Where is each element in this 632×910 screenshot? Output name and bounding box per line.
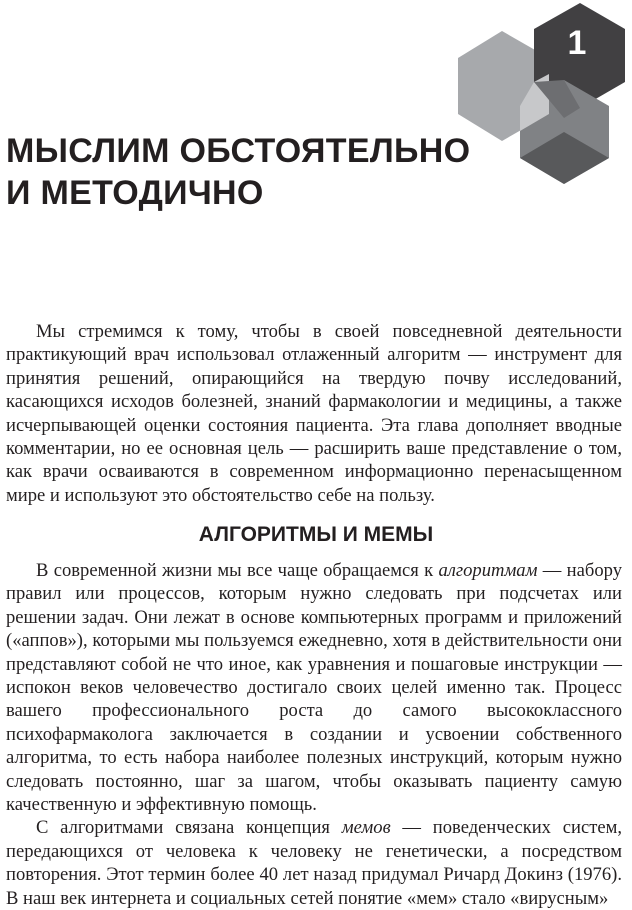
intro-block — [6, 320, 622, 507]
intro-paragraph: Мы стремимся к тому, чтобы в своей повседневной деятельности практикующий врач использовал отлаженный алгоритм — инструмент для принятия решений, опирающийся на твердую почву исследований, касающихся исходов болезней, знаний фармакологии и медицины, а также исчерпывающей оценки состояния пациента. Эта глава дополняет вводные комментарии, но ее основная цель — расширить ваше представление о том, как врачи осваиваются в современном информационно перенасыщенном мире и используют это обстоятельство себе на пользу. — [6, 321, 622, 506]
section-heading: АЛГОРИТМЫ И МЕМЫ — [198, 523, 434, 546]
algorithms-paragraph-start: В современной жизни мы все чаще обращаемся к — [36, 560, 439, 581]
memes-term: мемов — [341, 817, 391, 839]
algorithms-paragraph — [6, 559, 622, 816]
chapter-title-line-1: МЫСЛИМ ОБСТОЯТЕЛЬНО — [6, 132, 471, 170]
chapter-title-line-2: И МЕТОДИЧНО — [6, 174, 264, 212]
chapter-number: 1 — [567, 24, 587, 62]
algorithms-paragraph-rest: — набору правил или процессов, которым нужно следовать при подсчетах или решении задач. Они лежат в основе компьютерных программ и приложений («аппов»), которыми мы пользуемся ежедневно, хотя в действительности они представляют собой не что иное, как уравнения и пошаговые инструкции — испокон веков человечество достигало своих целей именно так. Процесс вашего профессионального роста до самого высококлассного психофармаколога заключается в создании и усвоении собственного алгоритма, то есть набора наиболее полезных инструкций, которым нужно следовать постоянно, шаг за шагом, чтобы оказывать пациенту самую качественную и эффективную помощь. — [6, 560, 622, 816]
chapter-title — [6, 130, 470, 214]
chapter-hexagon-cubes — [454, 0, 632, 190]
memes-paragraph-start: С алгоритмами связана концепция — [36, 817, 342, 839]
section-body — [6, 559, 622, 910]
memes-paragraph-rest: — поведенческих систем, передающихся от человека к человеку не генетически, а посредством повторения. Этот термин более 40 лет назад придумал Ричард Докинз (1976). В наш век интернета и социальных сетей понятие «мем» стало «вирусным» — [6, 817, 623, 909]
algorithms-term: алгоритмам — [438, 560, 538, 581]
